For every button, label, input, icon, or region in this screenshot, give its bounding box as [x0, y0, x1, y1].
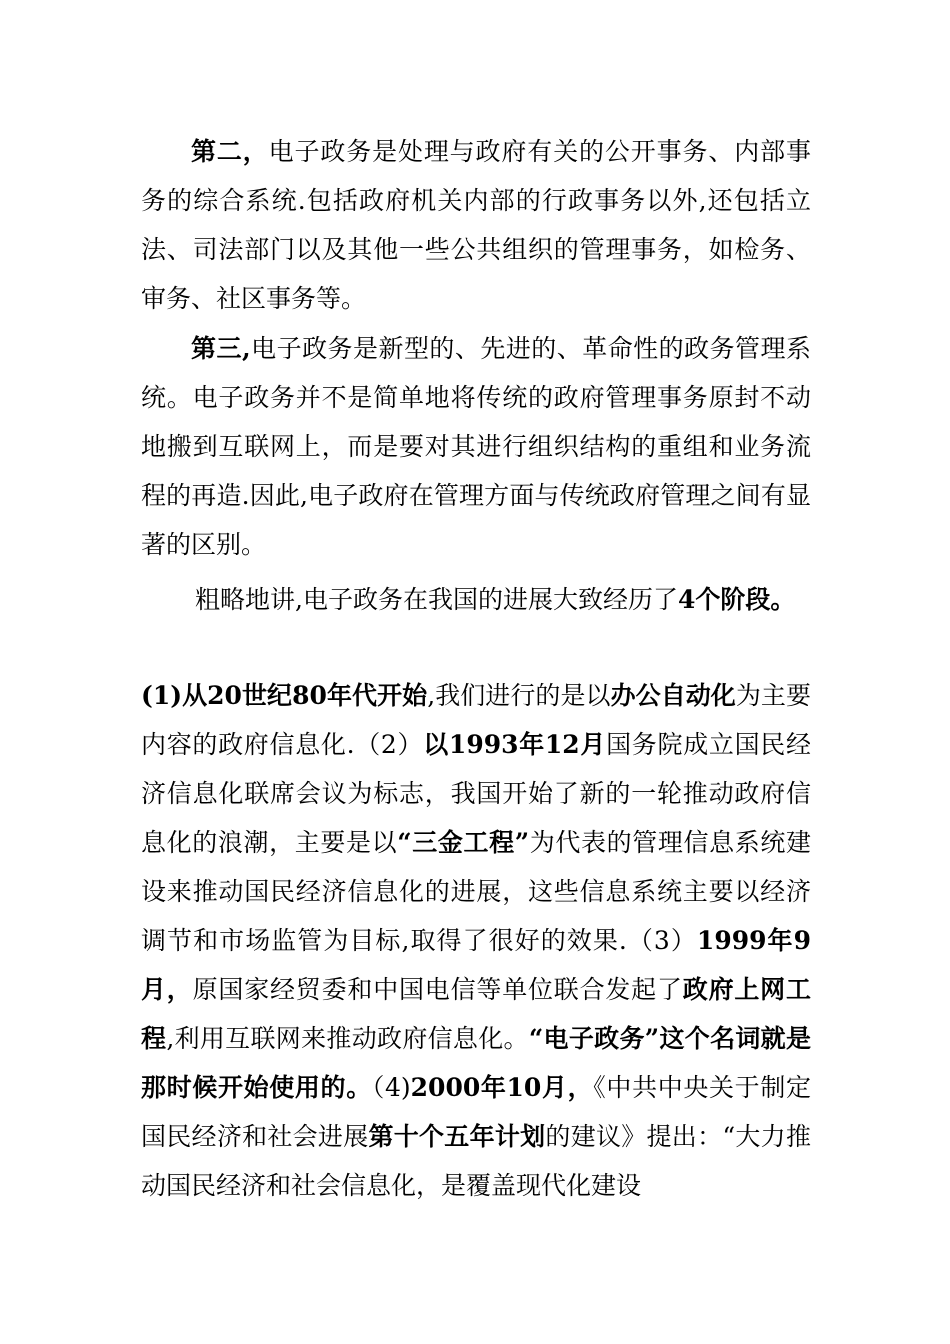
third-point-label: 第三,: [191, 334, 251, 363]
third-point-text: 电子政务是新型的、先进的、革命性的政务管理系统。电子政务并不是简单地将传统的政府管理事务原封不动地搬到互联网上，而是要对其进行组织结构的重组和业务流程的再造.因此,电子政府在管理方面与传统政府管理之间有显著的区别。: [141, 334, 811, 559]
second-point-text: 电子政务是处理与政府有关的公开事务、内部事务的综合系统.包括政府机关内部的行政事务以外,还包括立法、司法部门以及其他一些公共组织的管理事务，如检务、审务、社区事务等。: [141, 137, 811, 313]
stage-2-text-end: 为代表的管理信息系统建设来推动国民经济信息化的进展，这些信息系统主要以经济调节和市场监管为目标,取得了很好的效果.（3）: [141, 828, 811, 955]
government-online-project-term: 政府上网工程: [141, 975, 811, 1053]
stage-4-text: 《中共中央关于制定国民经济和社会进展: [141, 1073, 811, 1151]
stage-1-text-end: 为主要内容的政府信息化.（2）: [141, 681, 811, 759]
stage-3-text-mid: ,利用互联网来推动政府信息化。: [166, 1024, 529, 1053]
paragraph-second-point: [141, 127, 811, 323]
paragraph-stages-detail: [141, 671, 811, 1210]
stage-4-label: （4): [371, 1073, 411, 1102]
stage-4-date: 2000年10月，: [410, 1073, 594, 1102]
stage-3-date: 1999年9月，: [141, 926, 811, 1004]
stage-4-text-end: 的建议》提出：“大力推动国民经济和社会信息化，是覆盖现代化建设: [141, 1122, 811, 1200]
stages-count: 4个阶段。: [677, 585, 796, 614]
paragraph-third-point: [141, 324, 811, 569]
paragraph-stages-intro: [141, 575, 811, 624]
stage-2-date: 以1993年12月: [423, 730, 607, 759]
stages-intro-text: 粗略地讲,电子政务在我国的进展大致经历了: [195, 585, 678, 614]
e-government-term-origin: “电子政务”这个名词就是那时候开始使用的。: [141, 1024, 811, 1102]
three-golden-projects-term: “三金工程”: [397, 828, 530, 857]
stage-2-text: 国务院成立国民经济信息化联席会议为标志，我国开始了新的一轮推动政府信息化的浪潮，主要是以: [141, 730, 811, 857]
stage-1-text: ,我们进行的是以: [427, 681, 611, 710]
second-point-label: 第二，: [191, 137, 269, 166]
stage-1-label: (1)从20世纪80年代开始: [141, 681, 428, 710]
stage-3-text: 原国家经贸委和中国电信等单位联合发起了: [192, 975, 683, 1004]
office-automation-term: 办公自动化: [610, 681, 736, 710]
tenth-five-year-plan-term: 第十个五年计划: [368, 1122, 546, 1151]
